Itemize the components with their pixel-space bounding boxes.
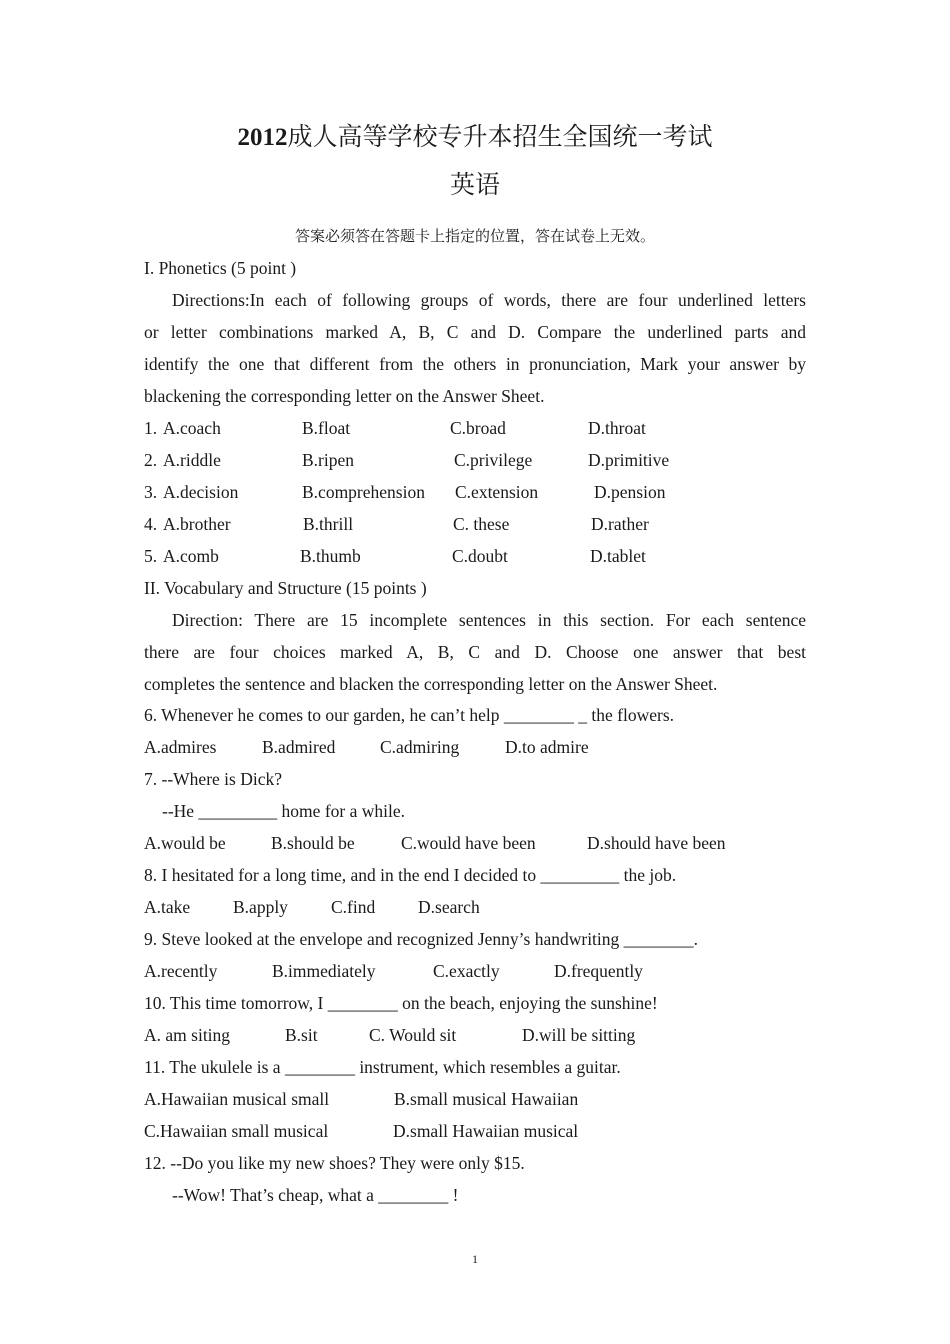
- question-6-option-b: B.admired: [262, 737, 336, 757]
- question-5-option-a: A.comb: [163, 546, 219, 566]
- question-6-option-a: A.admires: [144, 737, 217, 757]
- question-3-number: 3.: [144, 482, 158, 502]
- question-9-stem: 9. Steve looked at the envelope and recognized Jenny’s handwriting ________.: [144, 929, 699, 949]
- question-4-option-b: B.thrill: [303, 514, 354, 534]
- question-6-option-c: C.admiring: [380, 737, 460, 757]
- question-11-option-a: A.Hawaiian musical small: [144, 1089, 330, 1109]
- question-5-number: 5.: [144, 546, 158, 566]
- question-5-option-d: D.tablet: [590, 546, 646, 566]
- question-4-number: 4.: [144, 514, 158, 534]
- exam-subtitle: 英语: [449, 172, 500, 199]
- question-10-option-a: A. am siting: [144, 1025, 231, 1045]
- question-7-stem-reply: --He _________ home for a while.: [162, 801, 405, 821]
- question-8-option-b: B.apply: [233, 897, 288, 917]
- page-number: 1: [472, 1252, 478, 1266]
- question-9-option-b: B.immediately: [272, 961, 376, 981]
- question-8-option-a: A.take: [144, 897, 191, 917]
- section-1-directions-line-1: Directions:In each of following groups of words, there are four underlined letters: [172, 290, 806, 310]
- question-11-option-c: C.Hawaiian small musical: [144, 1121, 329, 1141]
- question-6-stem: 6. Whenever he comes to our garden, he can’t help ________ _ the flowers.: [144, 705, 675, 725]
- question-12-stem-reply: --Wow! That’s cheap, what a ________ !: [172, 1185, 459, 1205]
- section-2-directions-line-3: completes the sentence and blacken the corresponding letter on the Answer Sheet.: [144, 674, 718, 694]
- question-5-option-c: C.doubt: [452, 546, 508, 566]
- question-2-option-a: A.riddle: [163, 450, 221, 470]
- question-2-option-c: C.privilege: [454, 450, 533, 470]
- section-2-directions-line-1: Direction: There are 15 incomplete sentences in this section. For each sentence: [172, 610, 806, 630]
- question-1-number: 1.: [144, 418, 158, 438]
- exam-title-year: 2012: [237, 124, 288, 151]
- question-6-option-d: D.to admire: [505, 737, 589, 757]
- question-1-option-b: B.float: [302, 418, 351, 438]
- section-1-heading: I. Phonetics (5 point ): [144, 258, 297, 278]
- question-4-option-d: D.rather: [591, 514, 649, 534]
- question-11-option-b: B.small musical Hawaiian: [394, 1089, 579, 1109]
- section-1-directions-line-4: blackening the corresponding letter on the Answer Sheet.: [144, 386, 545, 406]
- section-2-directions-line-2: there are four choices marked A, B, C and D. Choose one answer that best: [144, 642, 806, 662]
- question-4-option-c: C. these: [453, 514, 510, 534]
- exam-title: [0, 117, 950, 153]
- question-10-option-c: C. Would sit: [369, 1025, 457, 1045]
- question-2-option-d: D.primitive: [588, 450, 670, 470]
- question-1-option-a: A.coach: [163, 418, 221, 438]
- question-11-stem: 11. The ukulele is a ________ instrument, which resembles a guitar.: [144, 1057, 621, 1077]
- question-9-option-a: A.recently: [144, 961, 218, 981]
- question-3-option-d: D.pension: [594, 482, 666, 502]
- question-3-option-c: C.extension: [455, 482, 539, 502]
- question-7-option-d: D.should have been: [587, 833, 726, 853]
- question-9-option-d: D.frequently: [554, 961, 643, 981]
- question-4-option-a: A.brother: [163, 514, 231, 534]
- question-8-option-c: C.find: [331, 897, 376, 917]
- question-3-option-a: A.decision: [163, 482, 239, 502]
- question-12-stem: 12. --Do you like my new shoes? They were only $15.: [144, 1153, 525, 1173]
- exam-title-text: 成人高等学校专升本招生全国统一考试: [287, 124, 713, 151]
- question-9-option-c: C.exactly: [433, 961, 500, 981]
- question-10-option-b: B.sit: [285, 1025, 318, 1045]
- question-7-stem: 7. --Where is Dick?: [144, 769, 282, 789]
- exam-instruction-note: 答案必须答在答题卡上指定的位置，答在试卷上无效。: [294, 229, 655, 245]
- question-8-option-d: D.search: [418, 897, 480, 917]
- question-1-option-d: D.throat: [588, 418, 646, 438]
- section-1-directions-line-2: or letter combinations marked A, B, C and D. Compare the underlined parts and: [144, 322, 806, 342]
- question-8-stem: 8. I hesitated for a long time, and in the end I decided to _________ the job.: [144, 865, 677, 885]
- question-2-option-b: B.ripen: [302, 450, 355, 470]
- question-10-option-d: D.will be sitting: [522, 1025, 636, 1045]
- question-7-option-b: B.should be: [271, 833, 355, 853]
- section-2-heading: II. Vocabulary and Structure (15 points ): [144, 578, 427, 598]
- question-7-option-a: A.would be: [144, 833, 226, 853]
- question-2-number: 2.: [144, 450, 158, 470]
- question-1-option-c: C.broad: [450, 418, 506, 438]
- question-11-option-d: D.small Hawaiian musical: [393, 1121, 579, 1141]
- question-7-option-c: C.would have been: [401, 833, 536, 853]
- question-5-option-b: B.thumb: [300, 546, 361, 566]
- section-1-directions-line-3: identify the one that different from the others in pronunciation, Mark your answer by: [144, 354, 806, 374]
- question-3-option-b: B.comprehension: [302, 482, 425, 502]
- question-10-stem: 10. This time tomorrow, I ________ on the beach, enjoying the sunshine!: [144, 993, 658, 1013]
